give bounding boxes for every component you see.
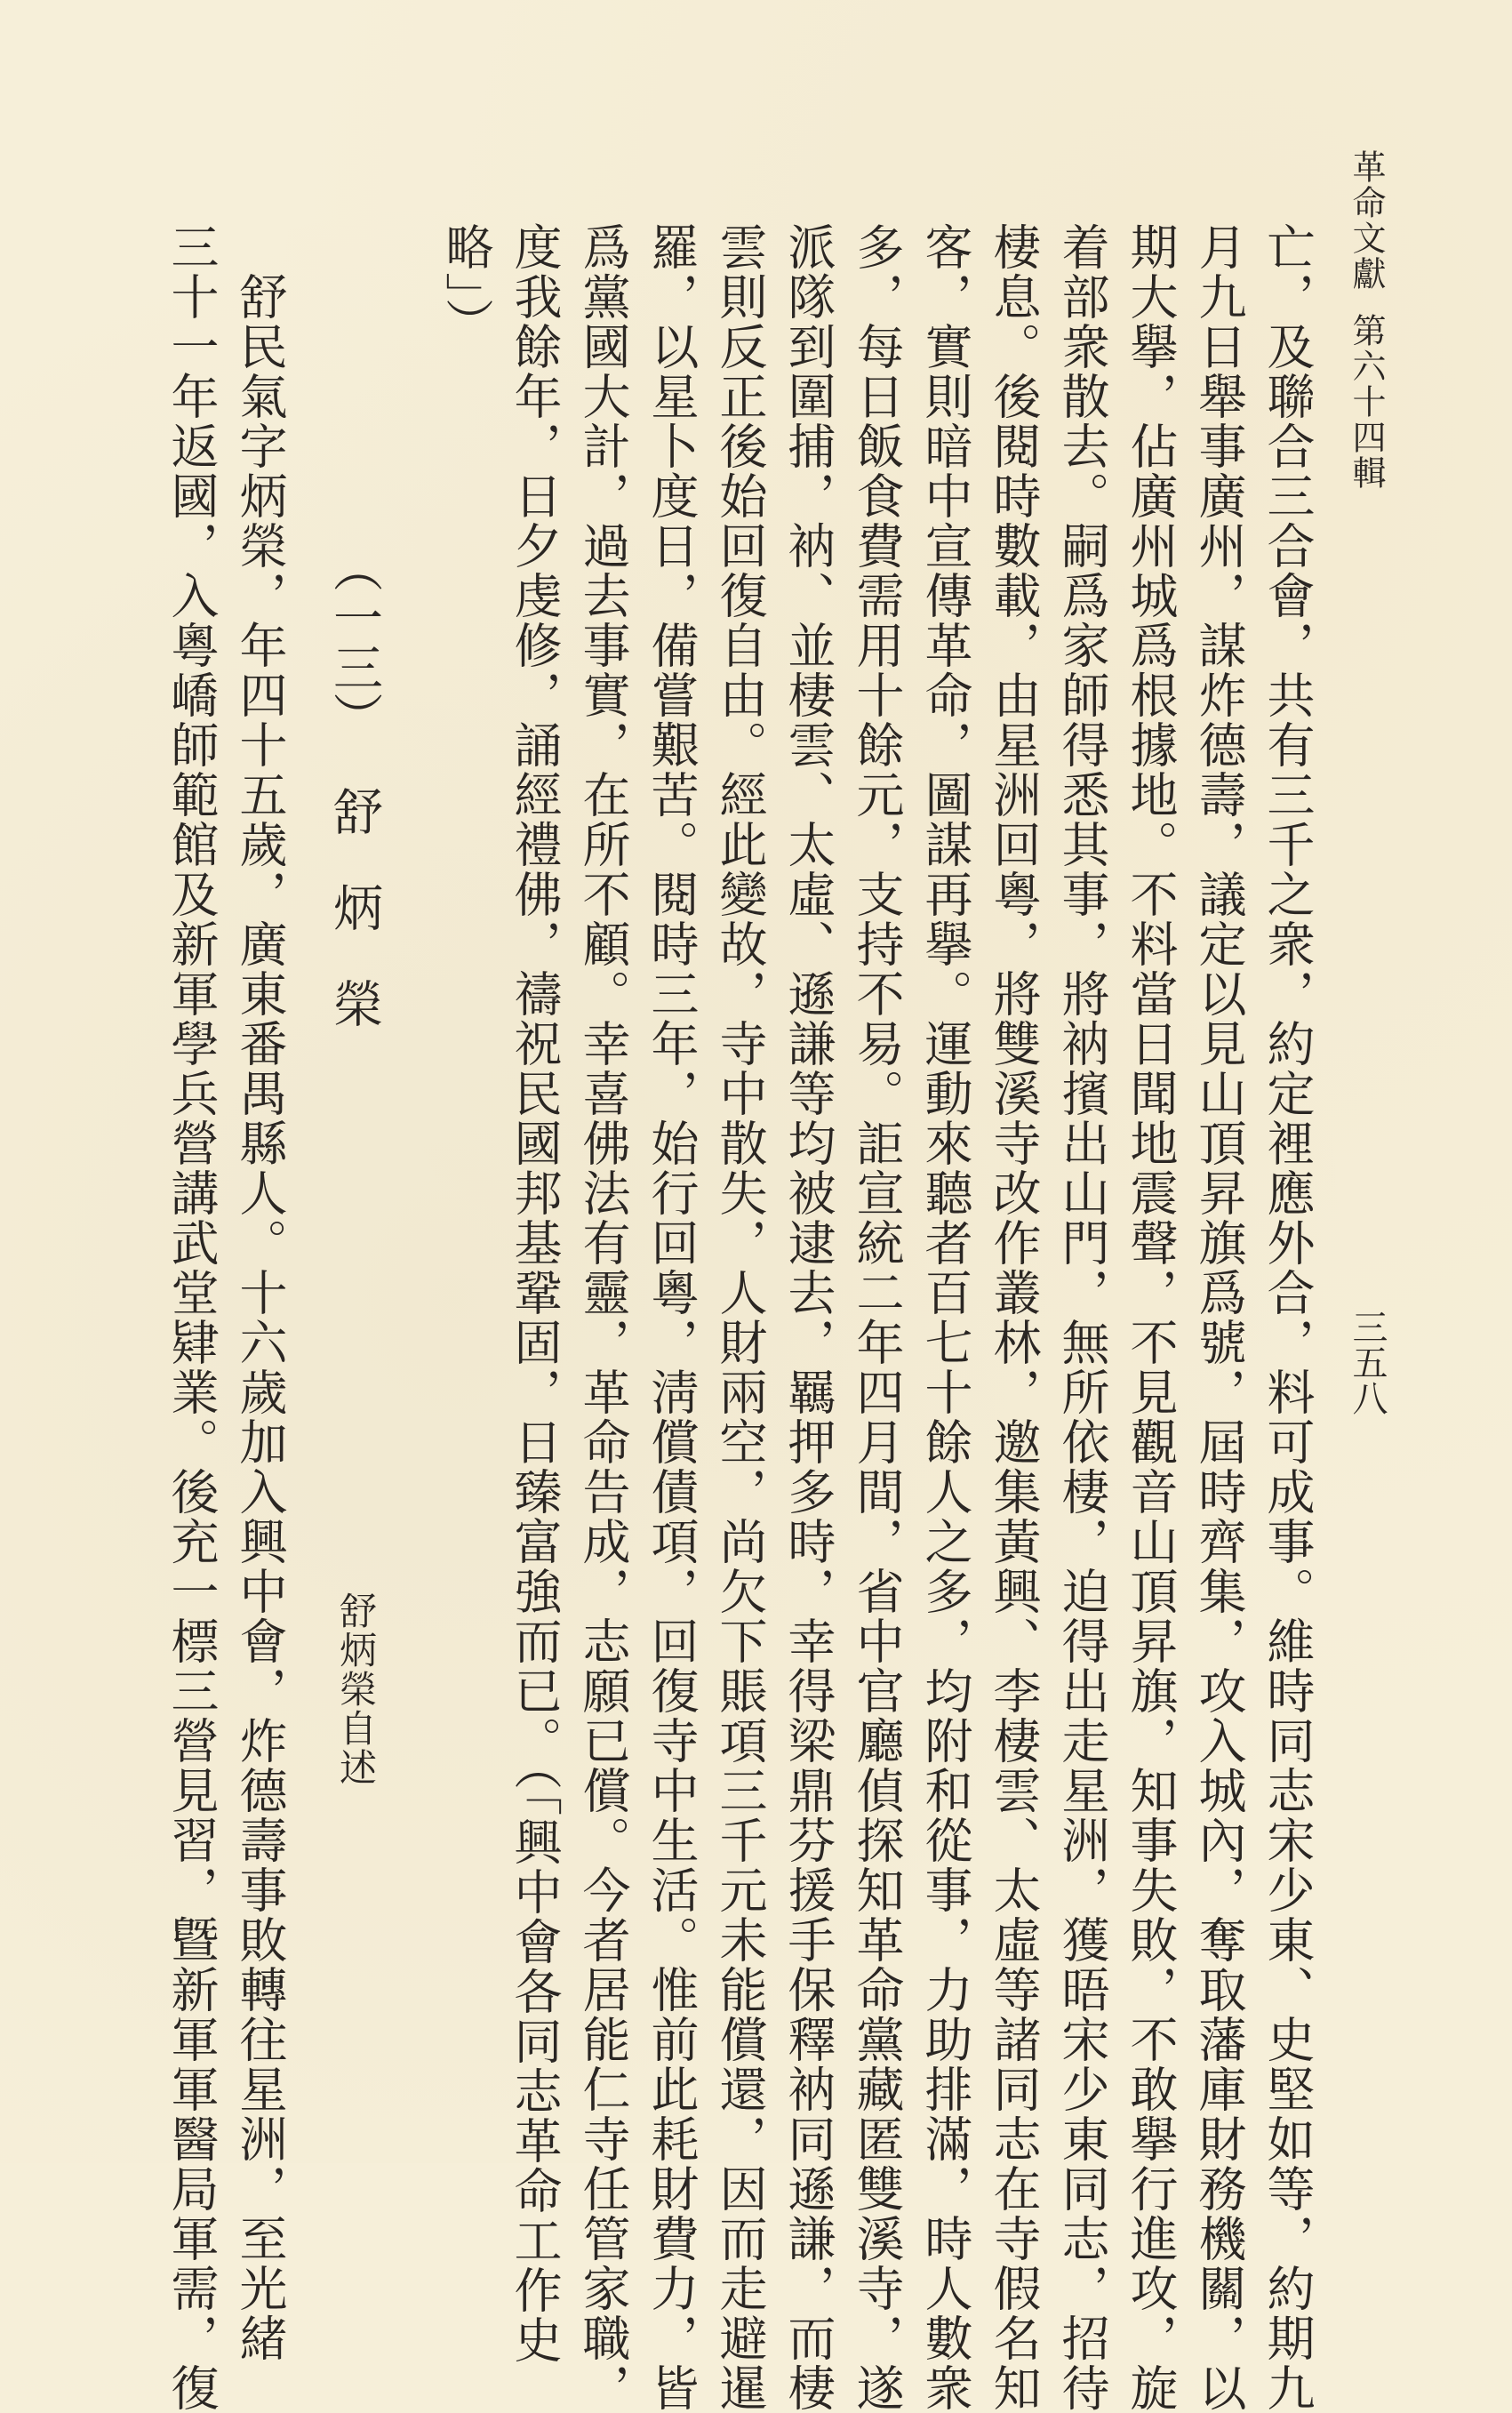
section-name: 舒炳榮 <box>325 786 383 1074</box>
body-column-10: 羅，以星卜度日，備嘗艱苦。閱時三年，始行回粵，淸償債項，回復寺中生活。惟前此耗財費力，皆 <box>644 222 700 2413</box>
book-title: 革命文獻 <box>1347 149 1386 292</box>
page-number: 三五八 <box>1347 1309 1388 1415</box>
body-column-7: 多，每日飯食費需用十餘元，支持不易。詎宣統二年四月間，省中官廳偵探知革命黨藏匿雙溪寺，遂 <box>849 222 905 2413</box>
running-header <box>1342 149 1391 491</box>
body-column-13: 略」） <box>438 222 494 348</box>
body-column-5: 棲息。後閱時數載，由星洲回粵，將雙溪寺改作叢林，邀集黃興、李棲雲、太虛等諸同志在寺假名知 <box>986 222 1042 2413</box>
section-number: （一三） <box>325 542 383 742</box>
section-column-1: 舒民氣字炳榮，年四十五歲，廣東番禺縣人。十六歲加入興中會，炸德壽事敗轉往星洲，至光緒 <box>232 222 288 2363</box>
body-column-1: 亡，及聯合三合會，共有三千之衆，約定裡應外合，料可成事。維時同志宋少東、史堅如等，約期九 <box>1260 222 1316 2413</box>
body-column-11: 爲黨國大計，過去事實，在所不顧。幸喜佛法有靈，革命告成，志願已償。今者居能仁寺任管家職， <box>575 222 631 2413</box>
body-column-6: 客，實則暗中宣傳革命，圖謀再擧。運動來聽者百七十餘人之多，均附和從事，力助排滿，時人數衆 <box>917 222 973 2413</box>
body-column-4: 着部衆散去。嗣爲家師得悉其事，將衲擯出山門，無所依棲，迫得出走星洲，獲晤宋少東同志，招待 <box>1054 222 1110 2413</box>
author-signature: 舒炳榮自述 <box>334 1591 378 1787</box>
section-heading <box>318 542 389 1074</box>
body-column-8: 派隊到圍捕，衲、並棲雲、太虛、遜謙等均被逮去，羈押多時，幸得梁鼎芬援手保釋衲同遜謙，而棲 <box>780 222 836 2413</box>
body-column-12: 度我餘年，日夕虔修，誦經禮佛，禱祝民國邦基鞏固，日臻富強而已。（「興中會各同志革命工作史 <box>507 222 563 2365</box>
volume-label: 第六十四輯 <box>1347 313 1386 491</box>
body-column-9: 雲則反正後始回復自由。經此變故，寺中散失，人財兩空，尚欠下賬項三千元未能償還，因而走避暹 <box>712 222 768 2413</box>
body-column-2: 月九日舉事廣州，謀炸德壽，議定以見山頂昇旗爲號，屆時齊集，攻入城內，奪取藩庫財務機關，以 <box>1191 222 1247 2413</box>
body-column-3: 期大擧，佔廣州城爲根據地。不料當日聞地震聲，不見觀音山頂昇旗，知事失敗，不敢擧行進攻，旋 <box>1123 222 1179 2413</box>
section-column-2: 三十一年返國，入粵嶠師範館及新軍學兵營講武堂肄業。後充一標三營見習，曁新軍軍醫局軍需，復 <box>164 222 220 2413</box>
